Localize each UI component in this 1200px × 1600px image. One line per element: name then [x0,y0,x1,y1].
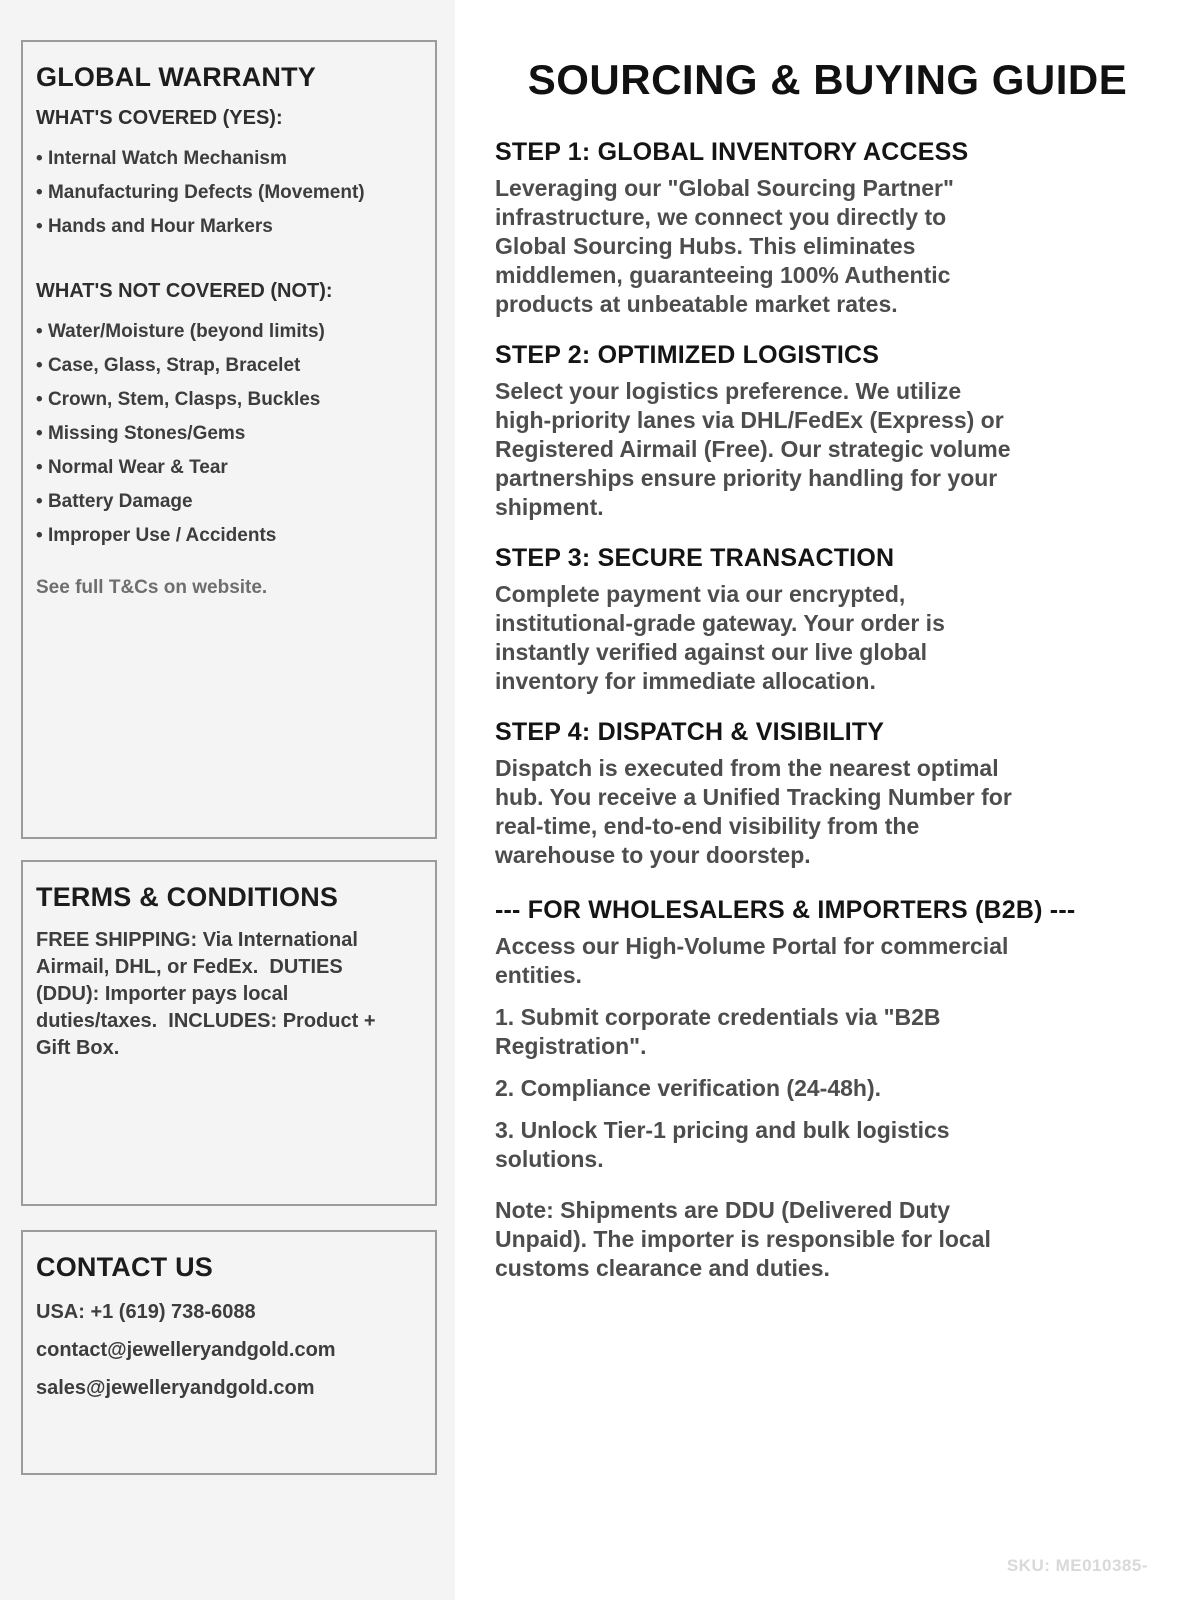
step-2-section [495,341,1160,522]
warranty-not-covered-item: • Crown, Stem, Clasps, Buckles [36,383,407,417]
step-4-body: Dispatch is executed from the nearest optimal hub. You receive a Unified Tracking Number for real-time, end-to-end visibility from the warehouse to your doorstep. [495,755,1012,868]
warranty-footnote: See full T&Cs on website. [36,577,268,598]
sidebar [0,0,455,1600]
contact-title: CONTACT US [36,1252,213,1282]
step-3-body: Complete payment via our encrypted, institutional-grade gateway. Your order is instantly verified against our live global inventory for immediate allocation. [495,581,945,694]
warranty-not-covered-item: • Normal Wear & Tear [36,451,407,485]
warranty-covered-item: • Manufacturing Defects (Movement) [36,176,407,210]
step-2-body: Select your logistics preference. We utilize high-priority lanes via DHL/FedEx (Express) or Registered Airmail (Free). Our strategic volume partnerships ensure priority handling for your shipment. [495,378,1011,520]
warranty-covered-list [36,142,407,244]
b2b-item-1: 1. Submit corporate credentials via "B2B Registration". [495,1004,941,1059]
step-4-heading: STEP 4: DISPATCH & VISIBILITY [495,718,885,746]
b2b-note: Note: Shipments are DDU (Delivered Duty Unpaid). The importer is responsible for local customs clearance and duties. [495,1197,991,1281]
warranty-covered-item: • Internal Watch Mechanism [36,142,407,176]
step-1-section [495,138,1160,319]
warranty-not-covered-heading: WHAT'S NOT COVERED (NOT): [36,280,333,302]
global-warranty-box [21,40,437,839]
warranty-covered-heading: WHAT'S COVERED (YES): [36,107,283,129]
b2b-item-3: 3. Unlock Tier-1 pricing and bulk logistics solutions. [495,1117,950,1172]
step-4-section [495,718,1160,870]
terms-title: TERMS & CONDITIONS [36,882,339,912]
warranty-covered-item: • Hands and Hour Markers [36,210,407,244]
step-1-heading: STEP 1: GLOBAL INVENTORY ACCESS [495,138,969,166]
step-2-heading: STEP 2: OPTIMIZED LOGISTICS [495,341,880,369]
warranty-not-covered-item: • Case, Glass, Strap, Bracelet [36,349,407,383]
terms-conditions-box [21,860,437,1206]
warranty-not-covered-list [36,315,407,553]
step-1-body: Leveraging our "Global Sourcing Partner" infrastructure, we connect you directly to Global Sourcing Hubs. This eliminates middlemen, guaranteeing 100% Authentic products at unbeatable market rates. [495,175,954,317]
contact-sales-email: sales@jewelleryandgold.com [36,1377,315,1399]
step-3-section [495,544,1160,696]
warranty-title: GLOBAL WARRANTY [36,62,316,92]
warranty-not-covered-item: • Missing Stones/Gems [36,417,407,451]
warranty-not-covered-item: • Improper Use / Accidents [36,519,407,553]
b2b-section [495,896,1160,1283]
page-title: SOURCING & BUYING GUIDE [527,56,1128,103]
contact-email: contact@jewelleryandgold.com [36,1339,336,1361]
warranty-not-covered-item: • Battery Damage [36,485,407,519]
b2b-intro: Access our High-Volume Portal for commercial entities. [495,933,1009,988]
contact-phone: USA: +1 (619) 738-6088 [36,1301,256,1323]
contact-us-box [21,1230,437,1475]
warranty-not-covered-item: • Water/Moisture (beyond limits) [36,315,407,349]
terms-body: FREE SHIPPING: Via International Airmail, DHL, or FedEx. DUTIES (DDU): Importer pays local duties/taxes. INCLUDES: Product + Gift Box. [36,929,382,1059]
b2b-item-2: 2. Compliance verification (24-48h). [495,1075,882,1101]
b2b-heading: --- FOR WHOLESALERS & IMPORTERS (B2B) --- [495,896,1076,924]
step-3-heading: STEP 3: SECURE TRANSACTION [495,544,895,572]
sku-label: SKU: ME010385- [1006,1556,1148,1575]
sourcing-guide [455,0,1200,1600]
